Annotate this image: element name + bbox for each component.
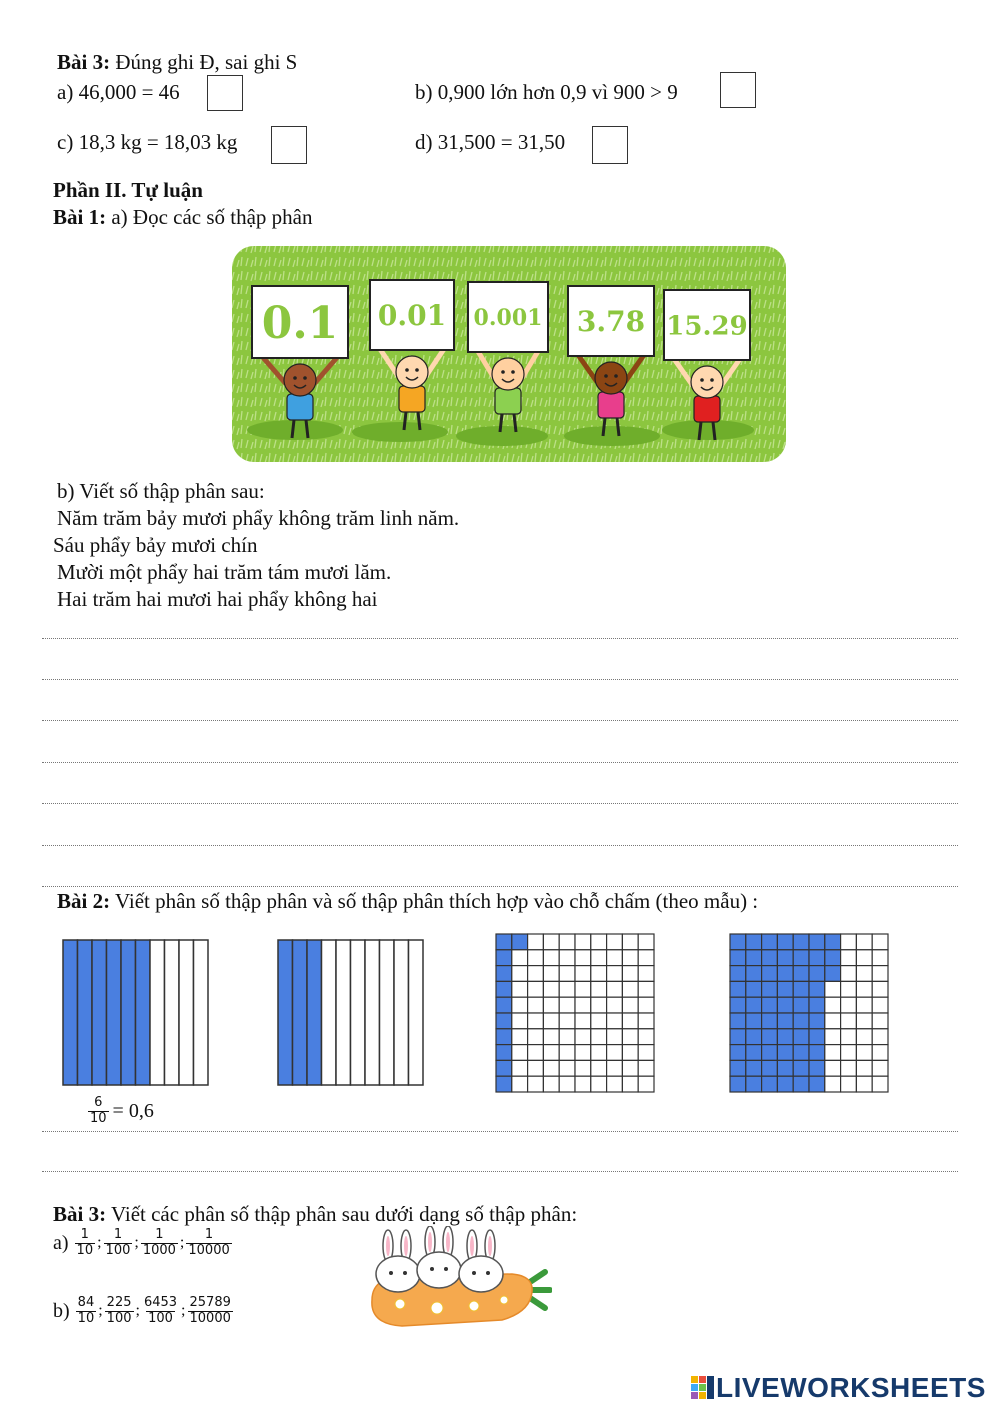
strip-cell <box>165 940 180 1085</box>
grid-cell <box>622 934 638 950</box>
bai3-item-c: c) 18,3 kg = 18,03 kg <box>57 130 238 154</box>
grid-cell <box>825 1029 841 1045</box>
grid-cell <box>809 981 825 997</box>
grid-cell <box>496 934 512 950</box>
grid-cell <box>496 1013 512 1029</box>
grid-cell <box>528 1045 544 1061</box>
grid-cell <box>841 997 857 1013</box>
grid-cell <box>809 1076 825 1092</box>
grid-cell <box>746 966 762 982</box>
grid-cell <box>607 934 623 950</box>
grid-cell <box>559 981 575 997</box>
answer-line[interactable] <box>42 886 958 887</box>
grid-cell <box>841 1013 857 1029</box>
strip-cell <box>365 940 380 1085</box>
grid-cell <box>762 981 778 997</box>
grid-cell <box>762 934 778 950</box>
grid-cell <box>777 1060 793 1076</box>
grid-cell <box>841 966 857 982</box>
grid-cell <box>543 1045 559 1061</box>
grid-cell <box>793 1076 809 1092</box>
answer-line[interactable] <box>42 1171 958 1172</box>
strip-cell <box>307 940 322 1085</box>
grid-cell <box>762 1045 778 1061</box>
grid-cell <box>591 1045 607 1061</box>
answer-line[interactable] <box>42 720 958 721</box>
grid-cell <box>872 1076 888 1092</box>
fraction-a-1: $\frac{1}{10}$ <box>76 1227 94 1258</box>
grid-cell <box>638 1029 654 1045</box>
strip-cell <box>92 940 107 1085</box>
grid-cell <box>777 934 793 950</box>
bai1-b-line-1: Năm trăm bảy mươi phẩy không trăm linh năm. <box>57 506 460 530</box>
grid-cell <box>777 1013 793 1029</box>
grid-cell <box>622 1060 638 1076</box>
bai2-example <box>86 1096 154 1127</box>
grid-cell <box>746 1029 762 1045</box>
grid-cell <box>575 1045 591 1061</box>
grid-cell <box>825 981 841 997</box>
liveworksheets-logo <box>690 1372 986 1404</box>
grid-cell <box>746 981 762 997</box>
grid-cell <box>825 1045 841 1061</box>
grid-cell <box>607 1060 623 1076</box>
fraction-figure-2 <box>277 939 424 1086</box>
grid-cell <box>622 1029 638 1045</box>
grid-cell <box>762 1029 778 1045</box>
grid-cell <box>777 981 793 997</box>
grid-cell <box>872 1013 888 1029</box>
grid-cell <box>496 1076 512 1092</box>
grid-cell <box>777 1045 793 1061</box>
decimal-sign-label: 0.01 <box>377 299 447 333</box>
grid-cell <box>512 934 528 950</box>
grid-cell <box>512 966 528 982</box>
grid-cell <box>872 1060 888 1076</box>
grid-cell <box>809 1045 825 1061</box>
answer-box-b[interactable] <box>720 72 756 108</box>
bai1-title: Bài 1: a) Đọc các số thập phân <box>53 205 313 229</box>
answer-line[interactable] <box>42 1131 958 1132</box>
answer-box-c[interactable] <box>271 126 307 164</box>
grid-cell <box>730 997 746 1013</box>
grid-cell <box>856 1045 872 1061</box>
grid-cell <box>512 1076 528 1092</box>
grid-cell <box>809 1013 825 1029</box>
grid-cell <box>746 1045 762 1061</box>
grid-cell <box>496 1029 512 1045</box>
bai3b-title: Bài 3: Viết các phân số thập phân sau dưới dạng số thập phân: <box>53 1202 578 1226</box>
grid-cell <box>730 1076 746 1092</box>
grid-cell <box>762 997 778 1013</box>
grid-cell <box>638 997 654 1013</box>
grid-cell <box>793 1060 809 1076</box>
grid-cell <box>528 966 544 982</box>
grid-cell <box>528 1013 544 1029</box>
grid-cell <box>825 934 841 950</box>
grid-cell <box>793 1045 809 1061</box>
grid-cell <box>638 966 654 982</box>
part2-title: Phần II. Tự luận <box>53 178 203 202</box>
strip-cell <box>136 940 151 1085</box>
bai1-b-line-4: Hai trăm hai mươi hai phẩy không hai <box>57 587 378 611</box>
example-fraction: $\frac{6}{10}$ <box>90 1095 107 1126</box>
answer-line[interactable] <box>42 679 958 680</box>
grid-cell <box>730 966 746 982</box>
answer-line[interactable] <box>42 803 958 804</box>
grid-cell <box>730 1060 746 1076</box>
grid-cell <box>793 997 809 1013</box>
grid-cell <box>512 981 528 997</box>
grid-cell <box>607 1013 623 1029</box>
kids-decimal-illustration <box>230 240 788 470</box>
grid-cell <box>856 1076 872 1092</box>
grid-cell <box>638 1060 654 1076</box>
grid-cell <box>543 934 559 950</box>
grid-cell <box>575 934 591 950</box>
grid-cell <box>607 950 623 966</box>
grid-cell <box>543 950 559 966</box>
fraction-b-1: $\frac{84}{10}$ <box>77 1295 95 1326</box>
grid-cell <box>809 950 825 966</box>
grid-cell <box>841 1076 857 1092</box>
grid-cell <box>496 966 512 982</box>
fraction-b-3: $\frac{6453}{100}$ <box>143 1295 178 1326</box>
answer-box-a[interactable] <box>207 75 243 111</box>
grid-cell <box>856 1013 872 1029</box>
grid-cell <box>591 1076 607 1092</box>
logo-grid-icon <box>690 1375 716 1401</box>
strip-cell <box>194 940 209 1085</box>
grid-cell <box>575 981 591 997</box>
grid-cell <box>528 1076 544 1092</box>
grid-cell <box>872 1029 888 1045</box>
grid-cell <box>856 1029 872 1045</box>
grid-cell <box>496 1060 512 1076</box>
grid-cell <box>746 997 762 1013</box>
grid-cell <box>825 997 841 1013</box>
grid-cell <box>638 1045 654 1061</box>
decimal-sign-label: 3.78 <box>576 305 646 339</box>
strip-cell <box>78 940 93 1085</box>
grid-cell <box>607 997 623 1013</box>
grid-cell <box>512 1060 528 1076</box>
grid-cell <box>575 1013 591 1029</box>
decimal-sign-label: 0.001 <box>473 304 543 331</box>
grid-cell <box>622 1013 638 1029</box>
grid-cell <box>591 950 607 966</box>
grid-cell <box>559 1076 575 1092</box>
grid-cell <box>730 934 746 950</box>
grid-cell <box>496 981 512 997</box>
grid-cell <box>607 966 623 982</box>
grid-cell <box>591 1029 607 1045</box>
strip-cell <box>380 940 395 1085</box>
grid-cell <box>575 997 591 1013</box>
grid-cell <box>591 997 607 1013</box>
strip-cell <box>322 940 337 1085</box>
grid-cell <box>762 950 778 966</box>
grid-cell <box>496 950 512 966</box>
grid-cell <box>793 950 809 966</box>
strip-cell <box>150 940 165 1085</box>
grid-cell <box>622 1076 638 1092</box>
fraction-figure-1 <box>62 939 209 1086</box>
bai1-b-title: b) Viết số thập phân sau: <box>57 479 265 503</box>
grid-cell <box>543 966 559 982</box>
fraction-figure-4 <box>729 933 889 1093</box>
grid-cell <box>559 1060 575 1076</box>
grid-cell <box>543 1076 559 1092</box>
row-b-label: b) <box>53 1299 70 1322</box>
grid-cell <box>559 934 575 950</box>
grid-cell <box>841 950 857 966</box>
strip-cell <box>351 940 366 1085</box>
grid-cell <box>575 1060 591 1076</box>
grid-cell <box>762 1076 778 1092</box>
grid-cell <box>872 997 888 1013</box>
fraction-a-3: $\frac{1}{1000}$ <box>142 1227 176 1258</box>
fraction-figure-3 <box>495 933 655 1093</box>
grid-cell <box>607 1076 623 1092</box>
grid-cell <box>730 1045 746 1061</box>
grid-cell <box>746 934 762 950</box>
strip-cell <box>336 940 351 1085</box>
strip-cell <box>278 940 293 1085</box>
grid-cell <box>512 1013 528 1029</box>
bai3-item-b: b) 0,900 lớn hơn 0,9 vì 900 > 9 <box>415 80 678 104</box>
grid-cell <box>746 1076 762 1092</box>
example-value: = 0,6 <box>112 1099 154 1122</box>
bai3-item-a: a) 46,000 = 46 <box>57 80 180 104</box>
grid-cell <box>872 981 888 997</box>
grid-cell <box>793 1013 809 1029</box>
row-a-label: a) <box>53 1231 69 1254</box>
grid-cell <box>528 981 544 997</box>
answer-line[interactable] <box>42 845 958 846</box>
grid-cell <box>528 997 544 1013</box>
grid-cell <box>528 1060 544 1076</box>
grid-cell <box>793 966 809 982</box>
grid-cell <box>496 1045 512 1061</box>
grid-cell <box>856 981 872 997</box>
grid-cell <box>512 1029 528 1045</box>
grid-cell <box>528 934 544 950</box>
grid-cell <box>559 966 575 982</box>
decimal-sign-label: 0.1 <box>261 297 339 349</box>
grid-cell <box>856 950 872 966</box>
grid-cell <box>638 934 654 950</box>
bai3-title: Bài 3: Đúng ghi Đ, sai ghi S <box>57 50 298 74</box>
grid-cell <box>607 1029 623 1045</box>
grid-cell <box>543 997 559 1013</box>
fraction-a-4: $\frac{1}{10000}$ <box>188 1227 230 1258</box>
grid-cell <box>575 950 591 966</box>
grid-cell <box>622 1045 638 1061</box>
grid-cell <box>559 950 575 966</box>
grid-cell <box>638 1013 654 1029</box>
grid-cell <box>825 1013 841 1029</box>
grid-cell <box>575 966 591 982</box>
grid-cell <box>543 1013 559 1029</box>
bai2-title: Bài 2: Viết phân số thập phân và số thập phân thích hợp vào chỗ chấm (theo mẫu) : <box>57 889 759 913</box>
answer-line[interactable] <box>42 762 958 763</box>
grid-cell <box>622 950 638 966</box>
grid-cell <box>638 981 654 997</box>
grid-cell <box>841 1045 857 1061</box>
grid-cell <box>730 1013 746 1029</box>
grid-cell <box>512 950 528 966</box>
strip-cell <box>121 940 136 1085</box>
grid-cell <box>825 950 841 966</box>
grid-cell <box>809 934 825 950</box>
grid-cell <box>856 934 872 950</box>
grid-cell <box>638 1076 654 1092</box>
grid-cell <box>809 997 825 1013</box>
grid-cell <box>512 997 528 1013</box>
grid-cell <box>762 1060 778 1076</box>
grid-cell <box>591 966 607 982</box>
grid-cell <box>512 1045 528 1061</box>
answer-line[interactable] <box>42 638 958 639</box>
grid-cell <box>543 1060 559 1076</box>
grid-cell <box>559 1029 575 1045</box>
bai1-b-line-3: Mười một phẩy hai trăm tám mươi lăm. <box>57 560 392 584</box>
strip-cell <box>293 940 308 1085</box>
grid-cell <box>746 950 762 966</box>
grid-cell <box>777 1076 793 1092</box>
strip-cell <box>107 940 122 1085</box>
decimal-sign-label: 15.29 <box>666 311 748 342</box>
grid-cell <box>528 950 544 966</box>
bai3b-row-a: a) $\frac{1}{10}$ ; $\frac{1}{100}$ ; $\frac{1}{1000}$ ; $\frac{1}{10000}$ <box>53 1227 230 1258</box>
logo-text: LIVEWORKSHEETS <box>716 1372 986 1403</box>
grid-cell <box>793 1029 809 1045</box>
strip-cell <box>179 940 194 1085</box>
grid-cell <box>591 934 607 950</box>
grid-cell <box>559 997 575 1013</box>
grid-cell <box>575 1076 591 1092</box>
grid-cell <box>730 1029 746 1045</box>
grid-cell <box>825 1076 841 1092</box>
grid-cell <box>543 981 559 997</box>
grid-cell <box>762 1013 778 1029</box>
grid-cell <box>591 1060 607 1076</box>
grid-cell <box>746 1060 762 1076</box>
grid-cell <box>793 934 809 950</box>
fraction-a-2: $\frac{1}{100}$ <box>105 1227 131 1258</box>
bai1-b-line-2: Sáu phẩy bảy mươi chín <box>53 533 258 557</box>
fraction-b-2: $\frac{225}{100}$ <box>106 1295 132 1326</box>
grid-cell <box>777 997 793 1013</box>
grid-cell <box>856 1060 872 1076</box>
bai3b-row-b: b) $\frac{84}{10}$ ; $\frac{225}{100}$ ; $\frac{6453}{100}$ ; $\frac{25789}{10000}$ <box>53 1295 231 1326</box>
grid-cell <box>543 1029 559 1045</box>
grid-cell <box>528 1029 544 1045</box>
grid-cell <box>809 966 825 982</box>
grid-cell <box>841 1060 857 1076</box>
grid-cell <box>496 997 512 1013</box>
grid-cell <box>872 1045 888 1061</box>
strip-cell <box>409 940 424 1085</box>
grid-cell <box>591 1013 607 1029</box>
grid-cell <box>777 1029 793 1045</box>
grid-cell <box>730 950 746 966</box>
fraction-b-4: $\frac{25789}{10000}$ <box>189 1295 231 1326</box>
grid-cell <box>872 950 888 966</box>
grid-cell <box>841 981 857 997</box>
grid-cell <box>777 950 793 966</box>
grid-cell <box>825 1060 841 1076</box>
grid-cell <box>809 1060 825 1076</box>
grid-cell <box>872 966 888 982</box>
grid-cell <box>575 1029 591 1045</box>
grid-cell <box>872 934 888 950</box>
grid-cell <box>777 966 793 982</box>
bai3-item-d: d) 31,500 = 31,50 <box>415 130 566 154</box>
grid-cell <box>730 981 746 997</box>
grid-cell <box>809 1029 825 1045</box>
strip-cell <box>63 940 78 1085</box>
grid-cell <box>622 981 638 997</box>
grid-cell <box>856 997 872 1013</box>
grid-cell <box>607 981 623 997</box>
grid-cell <box>746 1013 762 1029</box>
grid-cell <box>841 1029 857 1045</box>
grid-cell <box>638 950 654 966</box>
grid-cell <box>825 966 841 982</box>
answer-box-d[interactable] <box>592 126 628 164</box>
grid-cell <box>793 981 809 997</box>
grid-cell <box>622 966 638 982</box>
bunnies-carrot-illustration <box>362 1226 552 1330</box>
strip-cell <box>394 940 409 1085</box>
grid-cell <box>559 1045 575 1061</box>
grid-cell <box>559 1013 575 1029</box>
grid-cell <box>622 997 638 1013</box>
grid-cell <box>856 966 872 982</box>
grid-cell <box>607 1045 623 1061</box>
grid-cell <box>762 966 778 982</box>
grid-cell <box>591 981 607 997</box>
grid-cell <box>841 934 857 950</box>
